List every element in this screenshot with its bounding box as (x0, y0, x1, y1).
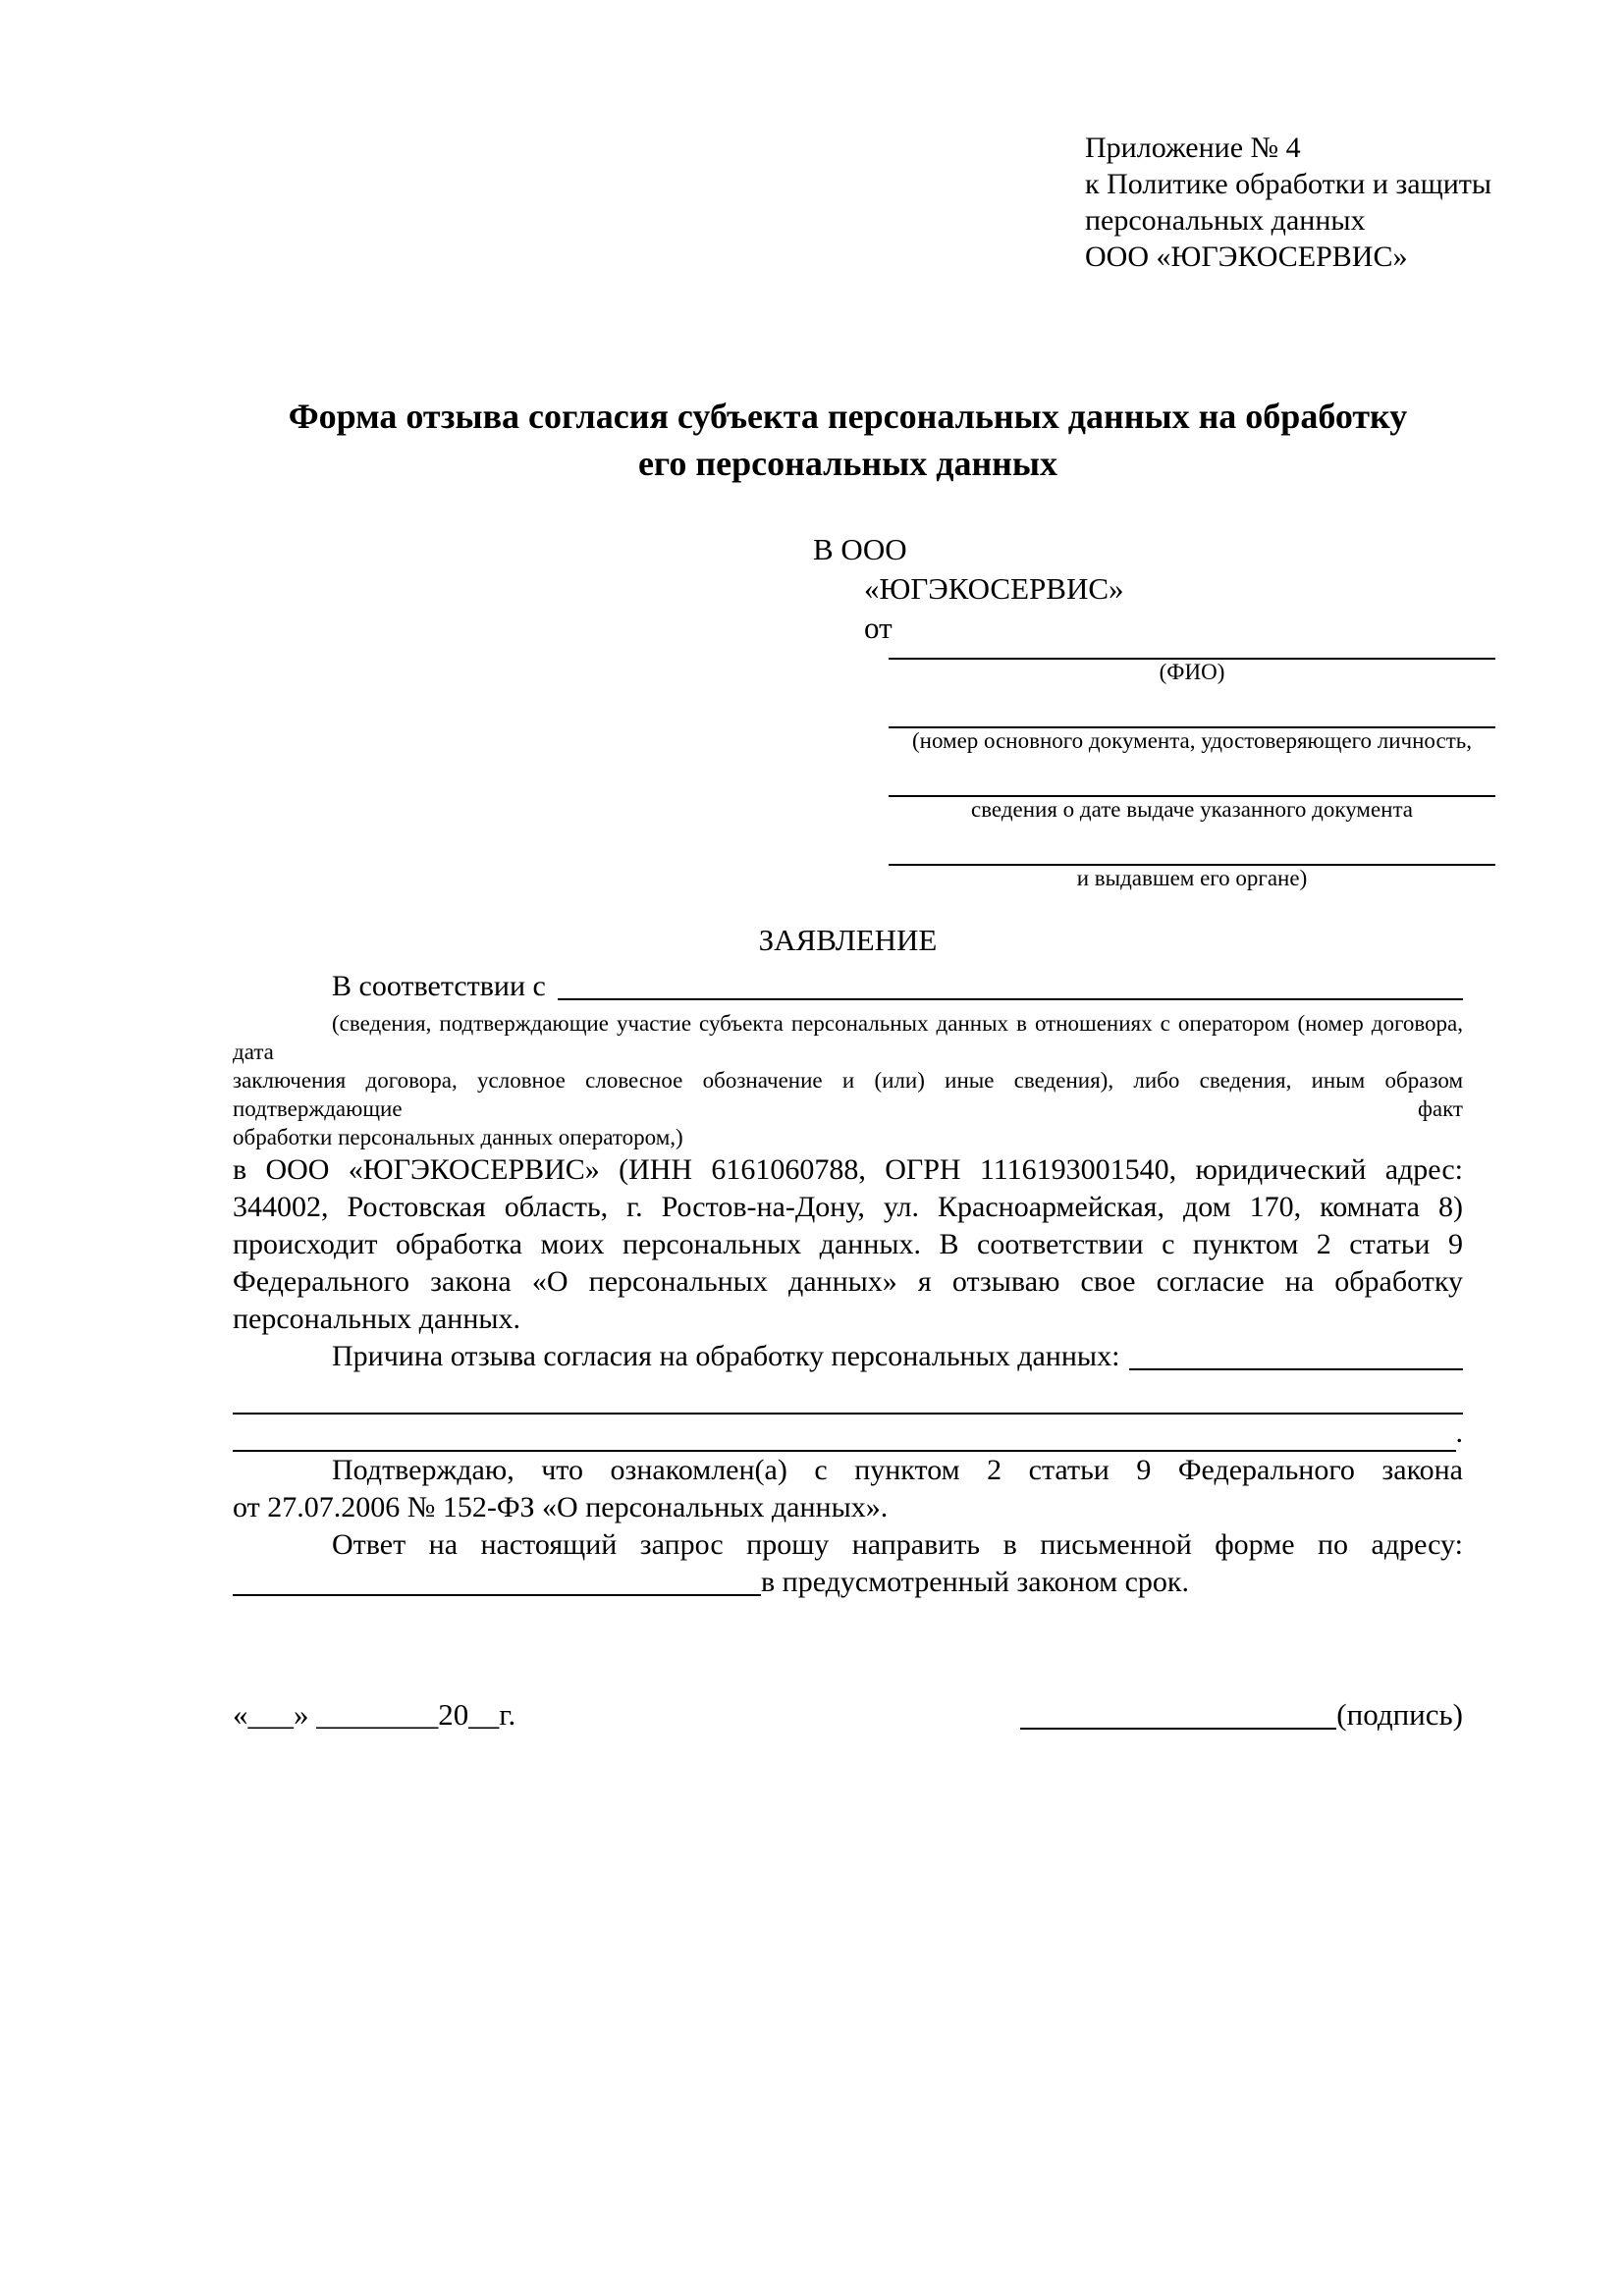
reason-terminator: . (1455, 1416, 1463, 1449)
accordance-line (233, 968, 1463, 1005)
accordance-label: В соответствии с (332, 970, 546, 1002)
statement-body-line: происходит обработка моих персональных данных. В соответствии с пунктом 2 статьи 9 (233, 1228, 1463, 1260)
footer-row (233, 1695, 1463, 1735)
issue-date-field-caption: сведения о дате выдаче указанного документа (970, 797, 1414, 822)
clarification-note-line: заключения договора, условное словесное обозначение и (или) иные сведения), либо сведения, иным образом подтверждающие факт (233, 1068, 1463, 1121)
issuing-authority-field-line[interactable] (889, 823, 1495, 866)
id-doc-field-line[interactable] (889, 685, 1495, 728)
signature-caption: (подпись) (1336, 1697, 1463, 1732)
id-doc-field (889, 685, 1495, 754)
form-title (233, 393, 1463, 487)
signature-group (1020, 1695, 1463, 1735)
reply-request-line: Ответ на настоящий запрос прошу направить в письменной форме по адресу: (332, 1528, 1463, 1561)
addressee-from-label: от (864, 611, 893, 645)
annex-header-line: Приложение № 4 (1085, 132, 1301, 164)
date-line[interactable]: «___» ________20__г. (233, 1697, 516, 1732)
reason-label: Причина отзыва согласия на обработку персональных данных: (332, 1340, 1120, 1372)
form-title-line: Форма отзыва согласия субъекта персональных данных на обработку (288, 397, 1408, 436)
statement-heading: ЗАЯВЛЕНИЕ (758, 923, 938, 957)
annex-header-line: к Политике обработки и защиты (1085, 168, 1492, 200)
reply-suffix: в предусмотренный законом срок. (761, 1566, 1189, 1598)
confirmation-paragraph (233, 1452, 1463, 1526)
confirmation-line: Подтверждаю, что ознакомлен(а) с пунктом 2 статьи 9 Федерального закона (332, 1454, 1463, 1486)
fio-field (889, 648, 1495, 685)
issuing-authority-field (889, 823, 1495, 891)
issue-date-field-line[interactable] (889, 754, 1495, 797)
addressee-org-line: «ЮГЭКОСЕРВИС» (864, 571, 1124, 606)
id-doc-field-caption: (номер основного документа, удостоверяющего личность, (911, 728, 1472, 753)
reply-address-line (233, 1564, 1463, 1601)
confirmation-line: от 27.07.2006 № 152-ФЗ «О персональных данных». (233, 1491, 889, 1523)
statement-main-paragraph (233, 1151, 1463, 1338)
statement-body-line: 344002, Ростовская область, г. Ростов-на-Дону, ул. Красноармейская, дом 170, комната 8) (233, 1191, 1463, 1223)
annex-header (1085, 130, 1491, 275)
statement-body-line: персональных данных. (233, 1303, 521, 1335)
reply-address-fill-line[interactable] (233, 1594, 761, 1596)
reason-fill-line[interactable] (1129, 1368, 1463, 1370)
clarification-note-line: (сведения, подтверждающие участие субъекта персональных данных в отношениях с оператором (номер договора, дата (233, 1011, 1463, 1064)
reason-blank-line-2[interactable] (233, 1415, 1463, 1452)
issuing-authority-field-caption: и выдавшем его органе) (1076, 866, 1308, 890)
statement-body-line: в ООО «ЮГЭКОСЕРВИС» (ИНН 6161060788, ОГРН 1116193001540, юридический адрес: (233, 1153, 1463, 1186)
accordance-fill-line[interactable] (558, 998, 1463, 1000)
reason-blank-line-2-rule[interactable] (233, 1415, 1456, 1452)
clarification-note-line: обработки персональных данных оператором,) (233, 1125, 683, 1149)
annex-header-line: персональных данных (1085, 204, 1366, 237)
annex-header-line: ООО «ЮГЭКОСЕРВИС» (1085, 240, 1408, 273)
reason-line (233, 1338, 1463, 1375)
form-title-line: его персональных данных (637, 444, 1058, 483)
clarification-note (233, 1009, 1463, 1151)
issue-date-field (889, 754, 1495, 823)
fio-field-caption: (ФИО) (1159, 660, 1225, 684)
addressee-block (813, 530, 1472, 891)
addressee-to-line: В ООО (813, 532, 907, 566)
statement-body-line: Федерального закона «О персональных данных» я отзываю свое согласие на обработку (233, 1265, 1463, 1298)
fio-field-line[interactable] (889, 648, 1495, 660)
reason-blank-line-1[interactable] (233, 1375, 1463, 1415)
signature-fill-line[interactable] (1020, 1728, 1336, 1730)
statement-body (233, 968, 1463, 1735)
